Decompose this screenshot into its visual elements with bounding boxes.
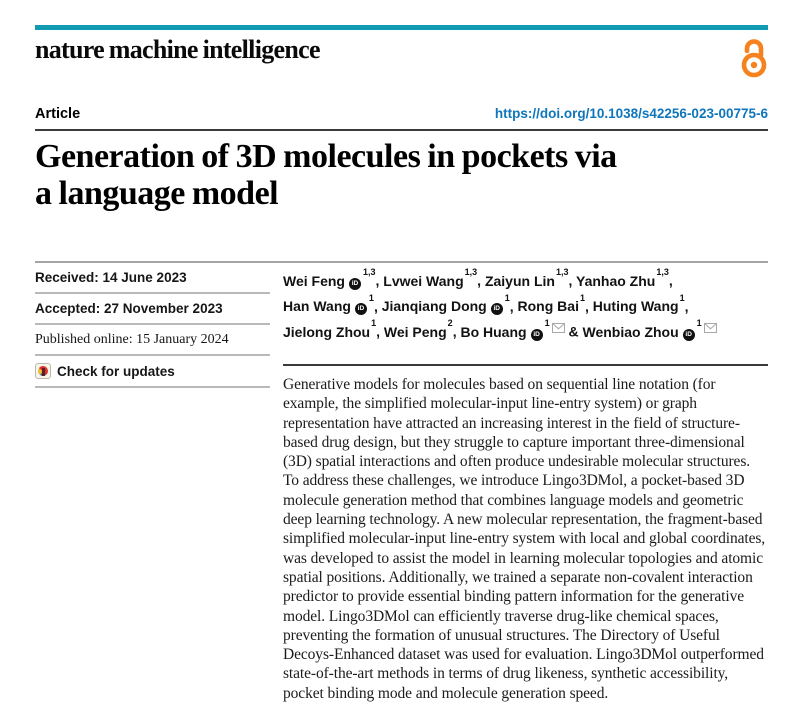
open-access-icon	[740, 38, 768, 85]
header-rule	[35, 129, 768, 131]
masthead	[35, 36, 768, 66]
journal-logo: nature machine intelligence	[35, 35, 320, 64]
published-date: Published online: 15 January 2024	[35, 325, 270, 356]
orcid-icon[interactable]: iD	[491, 303, 503, 315]
author-separator: &	[564, 323, 583, 340]
crossmark-icon	[35, 363, 51, 379]
author	[383, 267, 478, 289]
received-date: Received: 14 June 2023	[35, 263, 270, 294]
affiliation-superscript: 2	[447, 318, 453, 329]
affiliation-superscript: 1	[579, 292, 585, 303]
article-type-label: Article	[35, 106, 81, 122]
author-separator: ,	[584, 298, 593, 315]
author	[283, 318, 377, 340]
doi-link[interactable]: https://doi.org/10.1038/s42256-023-00775-6	[494, 106, 768, 121]
check-for-updates-button[interactable]	[35, 356, 270, 388]
author-separator: ,	[477, 272, 485, 289]
author	[582, 318, 716, 340]
article-main	[283, 263, 768, 703]
author-name: Jianqiang Dong	[381, 298, 487, 315]
check-for-updates-label: Check for updates	[57, 363, 175, 379]
orcid-icon[interactable]: iD	[355, 303, 367, 315]
accepted-date: Accepted: 27 November 2023	[35, 294, 270, 325]
orcid-icon[interactable]: iD	[683, 329, 695, 341]
affiliation-superscript: 1	[679, 292, 685, 303]
author-name: Han Wang	[283, 298, 351, 315]
article-type-row	[35, 106, 768, 122]
author-separator: ,	[375, 272, 384, 289]
author	[383, 318, 453, 340]
affiliation-superscript: 1,3	[555, 267, 569, 277]
author-separator: ,	[568, 272, 576, 289]
author	[460, 318, 564, 340]
author-name: Huting Wang	[592, 298, 679, 315]
author-name: Bo Huang	[460, 323, 527, 340]
affiliation-superscript: 1	[371, 318, 377, 329]
author-separator: ,	[376, 323, 384, 340]
article-title-line1: Generation of 3D molecules in pockets via	[35, 138, 617, 175]
abstract-text: Generative models for molecules based on sequential line notation (for example, the simplified molecular-input line-entry system) or graph representation have attracted an increasing interest in the field of structure-based drug design, but they struggle to capture important three-dimensional (3D) spatial interactions and often produce undesirable molecular structures. To address these challenges, we introduce Lingo3DMol, a pocket-based 3D molecule generation method that combines language models and geometric deep learning technology. A new molecular representation, the fragment-based simplified molecular-input line-entry system with local and global coordinates, was developed to assist the model in learning molecular topologies and atomic spatial positions. Additionally, we trained a separate non-covalent interaction predictor to provide essential binding pattern information for the generative model. Lingo3DMol can efficiently traverse drug-like chemical spaces, preventing the formation of unusual structures. The Directory of Useful Decoys-Enhanced dataset was used for evaluation. Lingo3DMol outperformed state-of-the-art methods in terms of drug likeness, synthetic accessibility, pocket binding mode and molecule generation speed.	[283, 375, 766, 702]
affiliation-superscript: 1,3	[656, 267, 669, 277]
journal-brand-bar	[35, 25, 768, 30]
affiliation-superscript: 1	[696, 318, 702, 329]
article-title	[35, 138, 768, 212]
author	[592, 292, 685, 315]
author-separator: ,	[509, 298, 518, 315]
author-name: Yanhao Zhu	[576, 272, 656, 289]
affiliation-superscript: 1,3	[362, 267, 376, 277]
author-name: Jielong Zhou	[283, 323, 371, 340]
author	[517, 292, 585, 315]
orcid-icon[interactable]: iD	[531, 329, 543, 341]
author-name: Lvwei Wang	[383, 272, 464, 289]
author-list	[283, 266, 768, 343]
author-separator: ,	[684, 298, 689, 315]
affiliation-superscript: 1	[368, 292, 374, 303]
author-name: Rong Bai	[517, 298, 579, 315]
author-separator: ,	[452, 323, 461, 340]
content-columns	[35, 261, 768, 703]
article-history	[35, 263, 270, 703]
author-name: Wei Feng	[283, 272, 345, 289]
author-name: Wei Peng	[383, 323, 447, 340]
email-icon[interactable]	[704, 320, 717, 336]
author-separator: ,	[373, 298, 382, 315]
affiliation-superscript: 1	[544, 318, 550, 329]
orcid-icon[interactable]: iD	[349, 278, 361, 290]
email-icon[interactable]	[552, 320, 565, 336]
author	[484, 267, 569, 289]
article-title-line2: a language model	[35, 175, 279, 212]
affiliation-superscript: 1	[504, 292, 510, 303]
author	[283, 292, 374, 315]
author	[283, 267, 376, 289]
author	[576, 267, 669, 289]
author	[381, 292, 510, 315]
author-separator: ,	[668, 272, 673, 289]
abstract-divider	[283, 364, 768, 366]
author-name: Wenbiao Zhou	[582, 323, 679, 340]
affiliation-superscript: 1,3	[464, 267, 478, 277]
author-name: Zaiyun Lin	[484, 272, 555, 289]
